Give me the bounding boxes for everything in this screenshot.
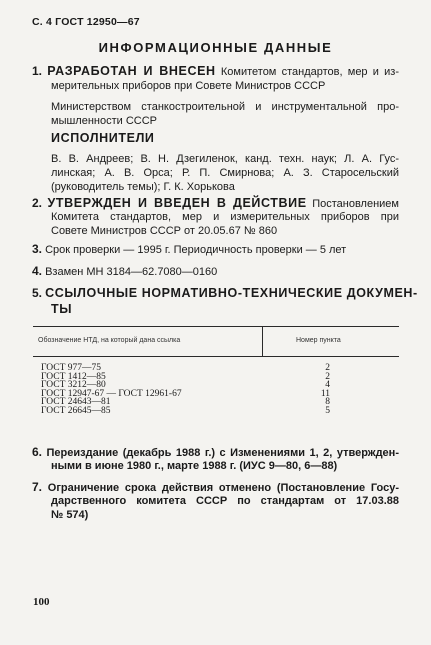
table-cell-item: 2 [325, 371, 330, 382]
section-6-number: 6. [32, 445, 43, 459]
section-3 [32, 242, 346, 257]
table-top-rule [33, 326, 399, 327]
section-2-line2: Комитета стандартов, мер и измерительных приборов при [51, 211, 399, 223]
table-col-item-header: Номер пункта [296, 337, 341, 344]
table-cell-doc: ГОСТ 977—75 [41, 363, 101, 373]
section-4-number: 4. [32, 264, 43, 278]
section-1-line1: Комитетом стандартов, мер и из- [220, 66, 399, 78]
section-1-heading: РАЗРАБОТАН И ВНЕСЕН [47, 64, 216, 78]
section-6-line2: ными в июне 1980 г., марте 1988 г. (ИУС 9—80, 6—88) [51, 460, 338, 472]
section-5 [32, 286, 418, 301]
section-2 [32, 196, 399, 211]
executors-line3: (руководитель темы); Г. К. Хорькова [51, 181, 235, 193]
table-cell-item: 4 [325, 380, 330, 391]
table-cell-doc: ГОСТ 24643—81 [41, 397, 111, 408]
section-2-heading: УТВЕРЖДЕН И ВВЕДЕН В ДЕЙСТВИЕ [47, 196, 307, 210]
table-cell-doc: ГОСТ 12947-67 — ГОСТ 12961-67 [41, 388, 182, 399]
executors-heading: ИСПОЛНИТЕЛИ [51, 131, 155, 145]
section-6 [32, 445, 399, 460]
document-title: ИНФОРМАЦИОННЫЕ ДАННЫЕ [98, 40, 333, 55]
section-3-text: Срок проверки — 1995 г. Периодичность проверки — 5 лет [45, 244, 347, 256]
executors-line2: линская; А. В. Орса; Р. П. Смирнова; А. З. Старосельский [51, 167, 399, 179]
section-5-heading-line1: ССЫЛОЧНЫЕ НОРМАТИВНО-ТЕХНИЧЕСКИЕ ДОКУМЕН- [45, 286, 418, 300]
section-5-heading-line2: ТЫ [51, 302, 73, 316]
section-7-line3: № 574) [51, 509, 89, 521]
section-5-number: 5. [32, 286, 43, 300]
section-1 [32, 64, 399, 79]
section-3-number: 3. [32, 242, 43, 256]
table-column-divider [262, 326, 263, 356]
table-cell-doc: ГОСТ 26645—85 [41, 406, 111, 416]
section-1-number: 1. [32, 64, 43, 78]
section-7-line2: дарственного комитета СССР по стандартам от 17.03.88 [51, 495, 399, 507]
table-header-rule [33, 356, 399, 357]
section-6-line1: Переиздание (декабрь 1988 г.) с Изменениями 1, 2, утвержден- [46, 447, 399, 459]
table-cell-item: 8 [325, 397, 330, 408]
table-cell-item: 11 [320, 388, 330, 399]
page-number: 100 [33, 596, 50, 608]
section-2-number: 2. [32, 196, 43, 210]
page-header: С. 4 ГОСТ 12950—67 [32, 16, 140, 28]
section-1-ministry-line1: Министерством станкостроительной и инструментальной про- [51, 101, 399, 113]
table-cell-item: 2 [325, 363, 330, 373]
section-2-line3: Совете Министров СССР от 20.05.67 № 860 [51, 225, 278, 237]
section-7-number: 7. [32, 480, 43, 494]
section-2-line1: Постановлением [312, 198, 399, 210]
section-4 [32, 264, 217, 279]
table-cell-doc: ГОСТ 3212—80 [41, 380, 106, 391]
section-7-line1: Ограничение срока действия отменено (Постановление Госу- [47, 482, 399, 494]
table-cell-item: 5 [325, 406, 330, 416]
table-col-doc-header: Обозначение НТД, на который дана ссылка [38, 337, 181, 344]
section-4-text: Взамен МН 3184—62.7080—0160 [45, 266, 218, 278]
table-cell-doc: ГОСТ 1412—85 [41, 371, 106, 382]
section-7 [32, 480, 399, 495]
executors-line1: В. В. Андреев; В. Н. Дзегиленок, канд. техн. наук; Л. А. Гус- [51, 153, 399, 165]
section-1-ministry-line2: мышленности СССР [51, 115, 158, 127]
section-1-line2: мерительных приборов при Совете Министров СССР [51, 80, 326, 92]
